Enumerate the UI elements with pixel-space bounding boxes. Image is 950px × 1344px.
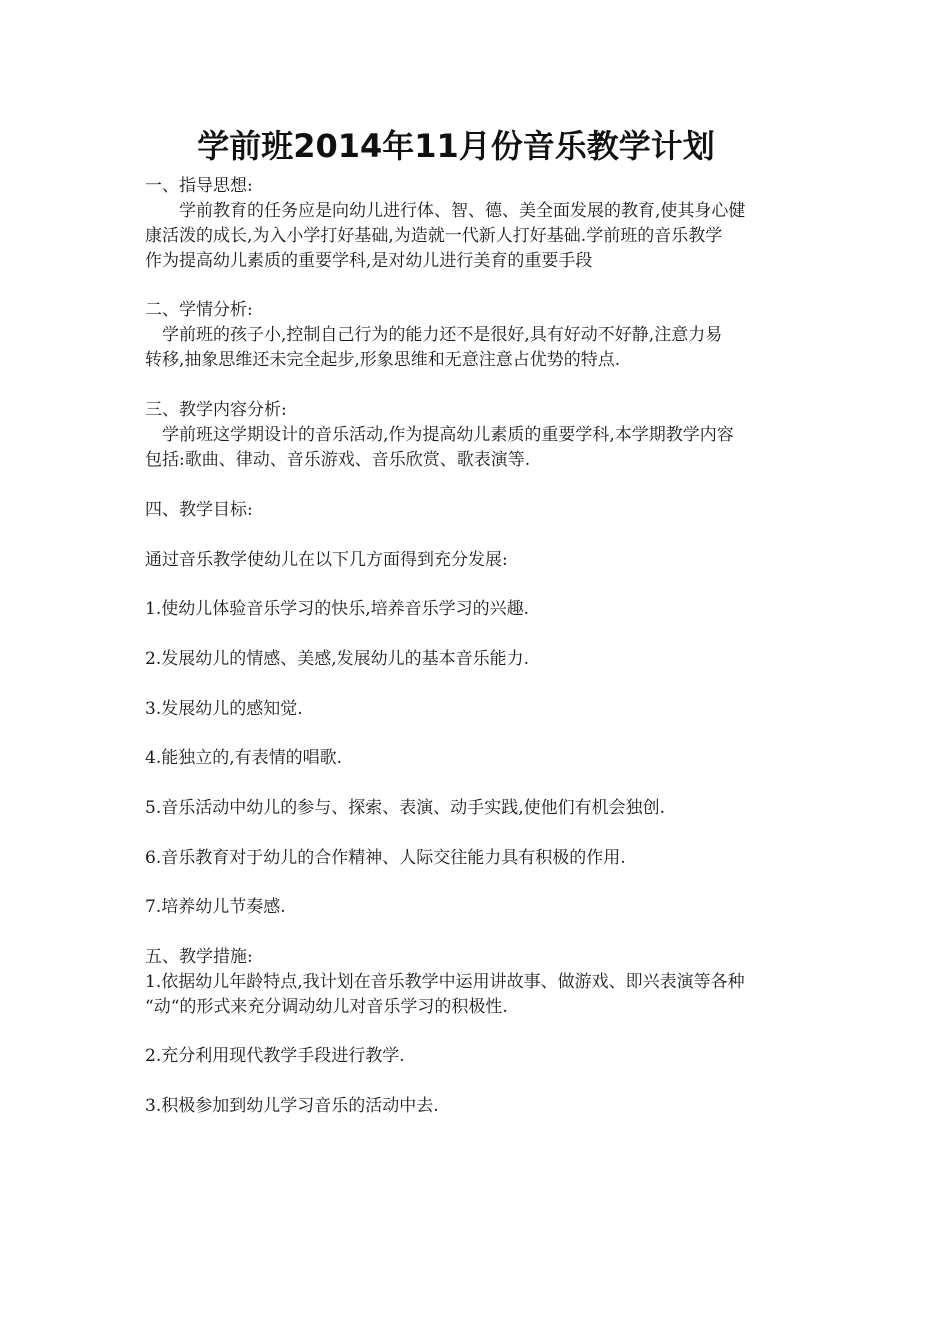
section-heading: 一、指导思想: bbox=[145, 176, 253, 196]
goal-item-6: 6.音乐教育对于幼儿的合作精神、人际交往能力具有积极的作用. bbox=[145, 848, 626, 868]
goal-item-5: 5.音乐活动中幼儿的参与、探索、表演、动手实践,使他们有机会独创. bbox=[145, 798, 666, 818]
goal-item-3: 3.发展幼儿的感知觉. bbox=[145, 699, 303, 719]
paragraph-line: 康活泼的成长,为入小学打好基础,为造就一代新人打好基础.学前班的音乐教学 bbox=[145, 226, 723, 246]
goals-intro: 通过音乐教学使幼儿在以下几方面得到充分发展: bbox=[145, 550, 508, 570]
section-content-analysis bbox=[145, 398, 815, 473]
measure-item-1-line: “动“的形式来充分调动幼儿对音乐学习的积极性. bbox=[145, 997, 508, 1017]
measure-item-1-line: 1.依据幼儿年龄特点,我计划在音乐教学中运用讲故事、做游戏、即兴表演等各种 bbox=[145, 972, 745, 992]
goal-item-1: 1.使幼儿体验音乐学习的快乐,培养音乐学习的兴趣. bbox=[145, 599, 530, 619]
measure-item-2: 2.充分利用现代教学手段进行教学. bbox=[145, 1046, 405, 1066]
section-heading-goals: 四、教学目标: bbox=[145, 500, 253, 520]
measure-item-3: 3.积极参加到幼儿学习音乐的活动中去. bbox=[145, 1096, 439, 1116]
paragraph-line: 学前班的孩子小,控制自己行为的能力还不是很好,具有好动不好静,注意力易 bbox=[145, 325, 723, 345]
goal-item-2: 2.发展幼儿的情感、美感,发展幼儿的基本音乐能力. bbox=[145, 649, 530, 669]
section-learning-analysis bbox=[145, 298, 815, 373]
paragraph-line: 学前班这学期设计的音乐活动,作为提高幼儿素质的重要学科,本学期教学内容 bbox=[145, 425, 734, 445]
section-heading: 五、教学措施: bbox=[145, 947, 253, 967]
section-heading: 二、学情分析: bbox=[145, 300, 253, 320]
goal-item-4: 4.能独立的,有表情的唱歌. bbox=[145, 748, 343, 768]
section-guiding-ideology bbox=[145, 174, 815, 274]
paragraph-line: 包括:歌曲、律动、音乐游戏、音乐欣赏、歌表演等. bbox=[145, 450, 531, 470]
paragraph-line: 转移,抽象思维还未完全起步,形象思维和无意注意占优势的特点. bbox=[145, 350, 621, 370]
paragraph-line: 学前教育的任务应是向幼儿进行体、智、德、美全面发展的教育,使其身心健 bbox=[145, 201, 746, 221]
section-measures bbox=[145, 945, 815, 1020]
section-heading: 三、教学内容分析: bbox=[145, 400, 287, 420]
paragraph-line: 作为提高幼儿素质的重要学科,是对幼儿进行美育的重要手段 bbox=[145, 251, 593, 271]
document-title: 学前班2014年11月份音乐教学计划 bbox=[197, 127, 715, 165]
goal-item-7: 7.培养幼儿节奏感. bbox=[145, 897, 286, 917]
